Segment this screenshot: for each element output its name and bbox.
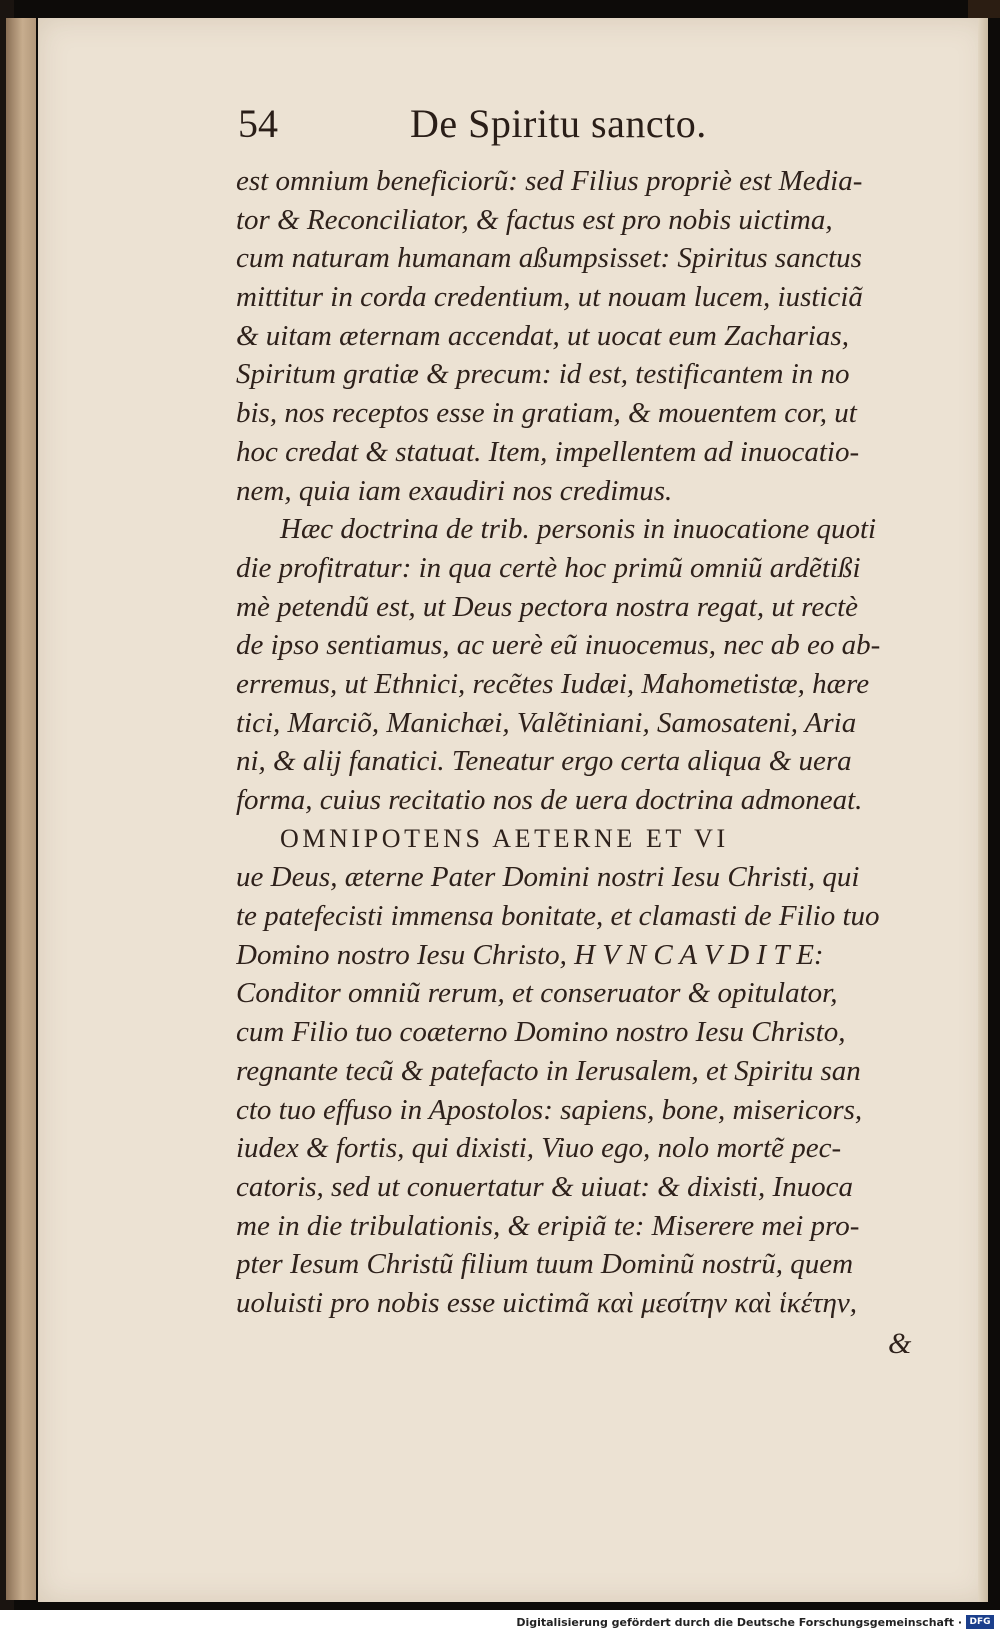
text-line: regnante tecũ & patefacto in Ierusalem, et Spiritu san	[236, 1054, 861, 1087]
page-edge	[978, 18, 988, 1602]
text-line: ni, & alij fanatici. Teneatur ergo certa aliqua & uera	[236, 745, 852, 778]
text-line: forma, cuius recitatio nos de uera doctrina admoneat.	[236, 784, 863, 816]
text-line: nem, quia iam exaudiri nos credimus.	[236, 474, 673, 507]
text-line: pter Iesum Christũ filium tuum Dominũ nostrũ, quem	[236, 1248, 854, 1281]
text-line: die profitratur: in qua certè hoc primũ omniũ ardẽtißi	[236, 551, 861, 584]
page-header	[238, 100, 938, 160]
text-line: bis, nos receptos esse in gratiam, & mouentem cor, ut	[236, 397, 857, 430]
text-line: Domino nostro Iesu Christo, H V N C A V D I T E:	[236, 938, 824, 971]
text-line: ue Deus, æterne Pater Domini nostri Iesu Christi, qui	[236, 861, 860, 894]
text-line: mittitur in corda credentium, ut nouam lucem, iusticiã	[236, 281, 863, 314]
text-line: Conditor omniũ rerum, et conseruator & opitulator,	[236, 977, 838, 1010]
book-board-edge	[6, 18, 36, 1600]
text-line: tici, Marciõ, Manichæi, Valẽtiniani, Samosateni, Aria	[236, 706, 857, 739]
dfg-logo: DFG	[966, 1615, 994, 1629]
page-number: 54	[238, 101, 278, 146]
text-line: tor & Reconciliator, & factus est pro nobis uictima,	[236, 203, 833, 236]
text-line: erremus, ut Ethnici, recẽtes Iudæi, Mahometistæ, hære	[236, 667, 870, 700]
text-line: hoc credat & statuat. Item, impellentem ad inuocatio-	[236, 435, 860, 468]
text-line: uoluisti pro nobis esse uictimã καὶ μεσίτην καὶ ἱκέτην,	[236, 1286, 858, 1319]
text-line: cto tuo effuso in Apostolos: sapiens, bone, misericors,	[236, 1093, 863, 1126]
text-line: mè petendũ est, ut Deus pectora nostra regat, ut rectè	[236, 590, 859, 623]
prayer-heading-line: OMNIPOTENS AETERNE ET VI	[280, 823, 729, 853]
binding-corner	[968, 0, 1000, 18]
text-line: est omnium beneficiorũ: sed Filius propriè est Media-	[236, 165, 863, 197]
text-line: iudex & fortis, qui dixisti, Viuo ego, nolo mortẽ pec-	[236, 1132, 842, 1165]
text-line: me in die tribulationis, & eripiã te: Miserere mei pro-	[236, 1209, 860, 1242]
running-title: De Spiritu sancto.	[410, 101, 707, 146]
text-line: & uitam æternam accendat, ut uocat eum Zacharias,	[236, 319, 849, 352]
text-line: Spiritum gratiæ & precum: id est, testificantem in no	[236, 358, 850, 391]
text-line: de ipso sentiamus, ac uerè eũ inuocemus, nec ab eo ab-	[236, 629, 881, 662]
paragraph-start-line: Hæc doctrina de trib. personis in inuocatione quoti	[280, 513, 877, 546]
text-line: te patefecisti immensa bonitate, et clamasti de Filio tuo	[236, 900, 880, 933]
text-line: catoris, sed ut conuertatur & uiuat: & dixisti, Inuoca	[236, 1170, 854, 1203]
text-line: cum naturam humanam aßumpsisset: Spiritus sanctus	[236, 242, 862, 275]
text-line: cum Filio tuo coæterno Domino nostro Iesu Christo,	[236, 1016, 846, 1049]
body-text	[236, 162, 936, 1323]
funding-credit: Digitalisierung gefördert durch die Deutsche Forschungsgemeinschaft ·	[516, 1616, 962, 1629]
catchword: &	[888, 1327, 912, 1360]
